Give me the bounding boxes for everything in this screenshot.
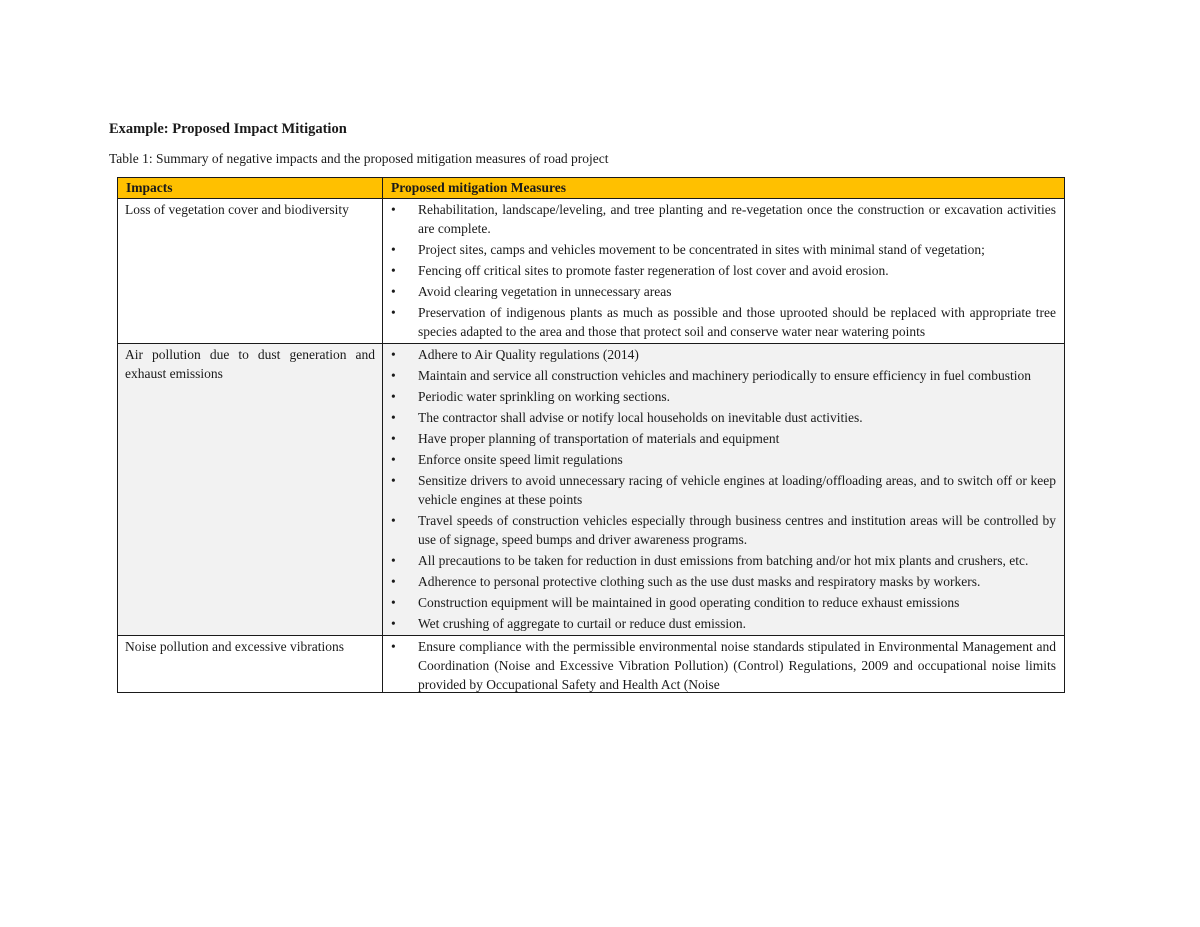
measure-text: Wet crushing of aggregate to curtail or reduce dust emission.: [418, 616, 747, 631]
measures-cell: [383, 344, 1065, 636]
list-item: [383, 366, 1056, 385]
document-heading: Example: Proposed Impact Mitigation: [109, 121, 347, 137]
bullet-icon: •: [391, 553, 396, 568]
bullet-icon: •: [391, 452, 396, 467]
impact-cell: Air pollution due to dust generation and exhaust emissions: [118, 344, 383, 636]
measures-list: [383, 199, 1064, 341]
list-item: [383, 408, 1056, 427]
list-item: [383, 511, 1056, 549]
mitigation-table: [117, 177, 1065, 693]
measures-cell: [383, 636, 1065, 693]
table-row: [118, 636, 1065, 693]
measure-text: Travel speeds of construction vehicles especially through business centres and institution areas will be controlled by use of signage, speed bumps and driver awareness programs.: [418, 513, 1056, 547]
bullet-icon: •: [391, 616, 396, 631]
bullet-icon: •: [391, 410, 396, 425]
bullet-icon: •: [391, 368, 396, 383]
impact-cell: Noise pollution and excessive vibrations: [118, 636, 383, 693]
list-item: [383, 200, 1056, 238]
list-item: [383, 614, 1056, 633]
list-item: [383, 593, 1056, 612]
measure-text: Construction equipment will be maintained in good operating condition to reduce exhaust emissions: [418, 595, 960, 610]
bullet-icon: •: [391, 473, 396, 488]
list-item: [383, 471, 1056, 509]
bullet-icon: •: [391, 242, 396, 257]
bullet-icon: •: [391, 284, 396, 299]
bullet-icon: •: [391, 389, 396, 404]
impact-cell: Loss of vegetation cover and biodiversity: [118, 199, 383, 344]
bullet-icon: •: [391, 595, 396, 610]
measure-text: Adhere to Air Quality regulations (2014): [418, 347, 639, 362]
list-item: [383, 450, 1056, 469]
table-caption: Table 1: Summary of negative impacts and the proposed mitigation measures of road project: [109, 151, 609, 166]
measure-text: All precautions to be taken for reduction in dust emissions from batching and/or hot mix plants and crushers, etc.: [418, 553, 1029, 568]
measures-list: [383, 344, 1064, 633]
list-item: [383, 429, 1056, 448]
bullet-icon: •: [391, 639, 396, 654]
list-item: [383, 551, 1056, 570]
bullet-icon: •: [391, 202, 396, 217]
measure-text: Avoid clearing vegetation in unnecessary areas: [418, 284, 672, 299]
measure-text: Maintain and service all construction vehicles and machinery periodically to ensure efficiency in fuel combustion: [418, 368, 1032, 383]
measure-text: Sensitize drivers to avoid unnecessary racing of vehicle engines at loading/offloading areas, and to switch off or keep vehicle engines at these points: [418, 473, 1056, 507]
header-impacts: Impacts: [118, 178, 383, 199]
bullet-icon: •: [391, 431, 396, 446]
bullet-icon: •: [391, 574, 396, 589]
measure-text: Ensure compliance with the permissible environmental noise standards stipulated in Environmental Management and Coordination (Noise and Excessive Vibration Pollution) (Control) Regulations, 2009 and occupational noise limits provided by Occupational Safety and Health Act (Noise: [418, 639, 1056, 692]
table-row: [118, 199, 1065, 344]
header-proposed-measures: Proposed mitigation Measures: [383, 178, 1065, 199]
measure-text: Have proper planning of transportation of materials and equipment: [418, 431, 780, 446]
measure-text: Periodic water sprinkling on working sections.: [418, 389, 670, 404]
measure-text: Preservation of indigenous plants as much as possible and those uprooted should be replaced with appropriate tree species adapted to the area and those that protect soil and conserve water near watering points: [418, 305, 1056, 339]
list-item: [383, 282, 1056, 301]
list-item: [383, 303, 1056, 341]
bullet-icon: •: [391, 513, 396, 528]
table-row: [118, 344, 1065, 636]
list-item: [383, 261, 1056, 280]
measure-text: Project sites, camps and vehicles movement to be concentrated in sites with minimal stand of vegetation;: [418, 242, 985, 257]
list-item: [383, 345, 1056, 364]
measure-text: Fencing off critical sites to promote faster regeneration of lost cover and avoid erosion.: [418, 263, 889, 278]
measures-clip: [383, 636, 1064, 692]
measures-cell: [383, 199, 1065, 344]
list-item: [383, 572, 1056, 591]
table-header-row: [118, 178, 1065, 199]
measure-text: Rehabilitation, landscape/leveling, and tree planting and re-vegetation once the construction or excavation activities are complete.: [418, 202, 1056, 236]
measure-text: Enforce onsite speed limit regulations: [418, 452, 623, 467]
measure-text: The contractor shall advise or notify local households on inevitable dust activities.: [418, 410, 863, 425]
measures-list: [383, 636, 1064, 692]
measure-text: Adherence to personal protective clothing such as the use dust masks and respiratory masks by workers.: [418, 574, 981, 589]
bullet-icon: •: [391, 263, 396, 278]
list-item: [383, 637, 1056, 692]
bullet-icon: •: [391, 347, 396, 362]
bullet-icon: •: [391, 305, 396, 320]
list-item: [383, 387, 1056, 406]
list-item: [383, 240, 1056, 259]
